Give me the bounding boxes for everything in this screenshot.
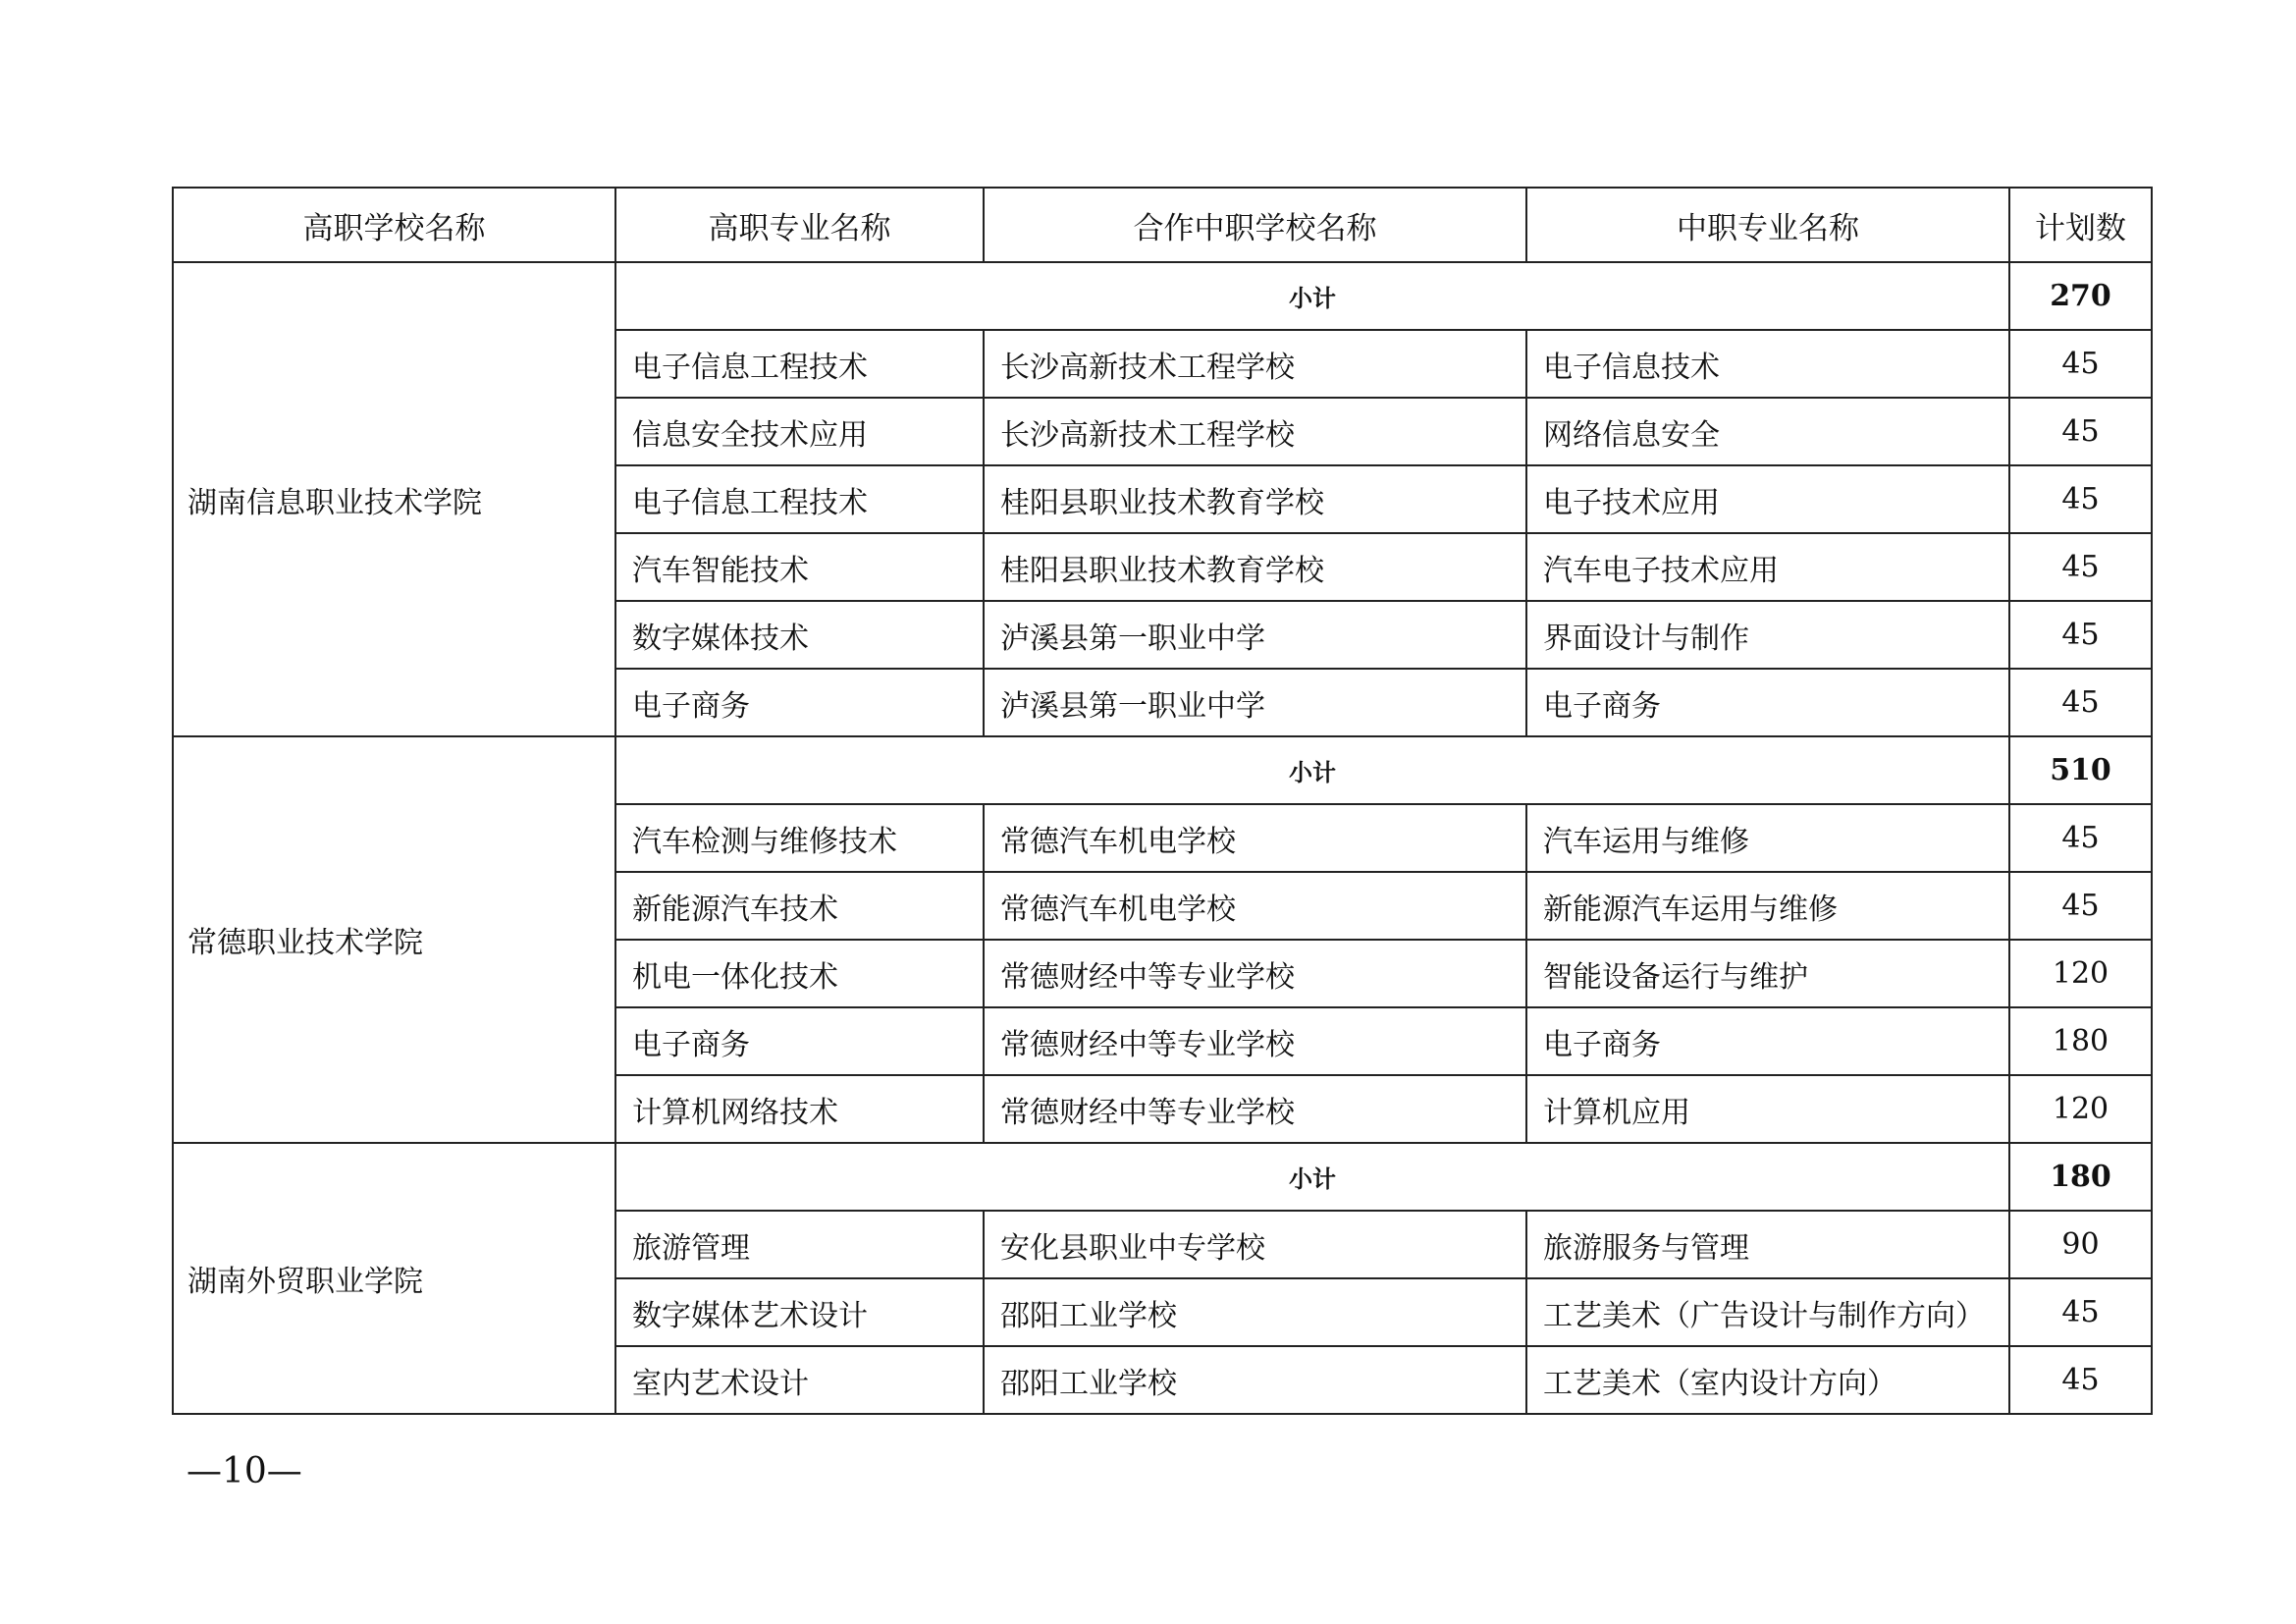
plan-count-cell: 90 bbox=[2009, 1211, 2152, 1278]
header-college-major: 高职专业名称 bbox=[615, 188, 984, 262]
subtotal-label: 小计 bbox=[615, 1143, 2009, 1211]
college-major-cell: 汽车智能技术 bbox=[615, 533, 984, 601]
secondary-major-cell: 工艺美术（室内设计方向） bbox=[1526, 1346, 2009, 1414]
plan-count-cell: 45 bbox=[2009, 872, 2152, 940]
college-major-cell: 电子信息工程技术 bbox=[615, 465, 984, 533]
college-major-cell: 旅游管理 bbox=[615, 1211, 984, 1278]
college-major-cell: 数字媒体艺术设计 bbox=[615, 1278, 984, 1346]
secondary-major-cell: 计算机应用 bbox=[1526, 1075, 2009, 1143]
table-body bbox=[173, 262, 2152, 1414]
secondary-major-cell: 工艺美术（广告设计与制作方向） bbox=[1526, 1278, 2009, 1346]
college-name-cell: 湖南外贸职业学院 bbox=[173, 1143, 615, 1414]
secondary-major-cell: 新能源汽车运用与维修 bbox=[1526, 872, 2009, 940]
partner-school-cell: 常德财经中等专业学校 bbox=[984, 1007, 1526, 1075]
secondary-major-cell: 电子商务 bbox=[1526, 669, 2009, 736]
subtotal-row bbox=[173, 262, 2152, 330]
college-major-cell: 计算机网络技术 bbox=[615, 1075, 984, 1143]
secondary-major-cell: 智能设备运行与维护 bbox=[1526, 940, 2009, 1007]
subtotal-value: 270 bbox=[2009, 262, 2152, 330]
college-major-cell: 汽车检测与维修技术 bbox=[615, 804, 984, 872]
college-major-cell: 电子信息工程技术 bbox=[615, 330, 984, 398]
secondary-major-cell: 界面设计与制作 bbox=[1526, 601, 2009, 669]
plan-count-cell: 45 bbox=[2009, 669, 2152, 736]
subtotal-value: 180 bbox=[2009, 1143, 2152, 1211]
college-name-cell: 湖南信息职业技术学院 bbox=[173, 262, 615, 736]
college-major-cell: 室内艺术设计 bbox=[615, 1346, 984, 1414]
college-major-cell: 新能源汽车技术 bbox=[615, 872, 984, 940]
partner-school-cell: 安化县职业中专学校 bbox=[984, 1211, 1526, 1278]
college-major-cell: 电子商务 bbox=[615, 669, 984, 736]
table-header bbox=[173, 188, 2152, 262]
header-row bbox=[173, 188, 2152, 262]
subtotal-value: 510 bbox=[2009, 736, 2152, 804]
partner-school-cell: 常德财经中等专业学校 bbox=[984, 940, 1526, 1007]
plan-count-cell: 45 bbox=[2009, 601, 2152, 669]
college-major-cell: 信息安全技术应用 bbox=[615, 398, 984, 465]
plan-count-cell: 45 bbox=[2009, 533, 2152, 601]
plan-count-cell: 120 bbox=[2009, 940, 2152, 1007]
plan-count-cell: 45 bbox=[2009, 804, 2152, 872]
header-secondary-major: 中职专业名称 bbox=[1526, 188, 2009, 262]
partner-school-cell: 泸溪县第一职业中学 bbox=[984, 669, 1526, 736]
partner-school-cell: 邵阳工业学校 bbox=[984, 1278, 1526, 1346]
college-major-cell: 电子商务 bbox=[615, 1007, 984, 1075]
header-plan-count: 计划数 bbox=[2009, 188, 2152, 262]
partner-school-cell: 常德汽车机电学校 bbox=[984, 872, 1526, 940]
subtotal-row bbox=[173, 736, 2152, 804]
secondary-major-cell: 汽车电子技术应用 bbox=[1526, 533, 2009, 601]
plan-count-cell: 45 bbox=[2009, 1346, 2152, 1414]
enrollment-plan-table bbox=[172, 187, 2153, 1415]
partner-school-cell: 邵阳工业学校 bbox=[984, 1346, 1526, 1414]
partner-school-cell: 长沙高新技术工程学校 bbox=[984, 398, 1526, 465]
subtotal-label: 小计 bbox=[615, 262, 2009, 330]
plan-count-cell: 45 bbox=[2009, 1278, 2152, 1346]
partner-school-cell: 常德财经中等专业学校 bbox=[984, 1075, 1526, 1143]
secondary-major-cell: 电子商务 bbox=[1526, 1007, 2009, 1075]
plan-count-cell: 45 bbox=[2009, 398, 2152, 465]
header-vocational-college: 高职学校名称 bbox=[173, 188, 615, 262]
subtotal-row bbox=[173, 1143, 2152, 1211]
page-number: —10— bbox=[187, 1451, 302, 1491]
plan-count-cell: 45 bbox=[2009, 465, 2152, 533]
college-major-cell: 数字媒体技术 bbox=[615, 601, 984, 669]
secondary-major-cell: 电子信息技术 bbox=[1526, 330, 2009, 398]
plan-count-cell: 120 bbox=[2009, 1075, 2152, 1143]
partner-school-cell: 桂阳县职业技术教育学校 bbox=[984, 533, 1526, 601]
partner-school-cell: 泸溪县第一职业中学 bbox=[984, 601, 1526, 669]
secondary-major-cell: 电子技术应用 bbox=[1526, 465, 2009, 533]
plan-count-cell: 45 bbox=[2009, 330, 2152, 398]
header-partner-secondary-school: 合作中职学校名称 bbox=[984, 188, 1526, 262]
plan-count-cell: 180 bbox=[2009, 1007, 2152, 1075]
secondary-major-cell: 网络信息安全 bbox=[1526, 398, 2009, 465]
subtotal-label: 小计 bbox=[615, 736, 2009, 804]
college-name-cell: 常德职业技术学院 bbox=[173, 736, 615, 1143]
secondary-major-cell: 汽车运用与维修 bbox=[1526, 804, 2009, 872]
partner-school-cell: 常德汽车机电学校 bbox=[984, 804, 1526, 872]
college-major-cell: 机电一体化技术 bbox=[615, 940, 984, 1007]
partner-school-cell: 桂阳县职业技术教育学校 bbox=[984, 465, 1526, 533]
secondary-major-cell: 旅游服务与管理 bbox=[1526, 1211, 2009, 1278]
partner-school-cell: 长沙高新技术工程学校 bbox=[984, 330, 1526, 398]
